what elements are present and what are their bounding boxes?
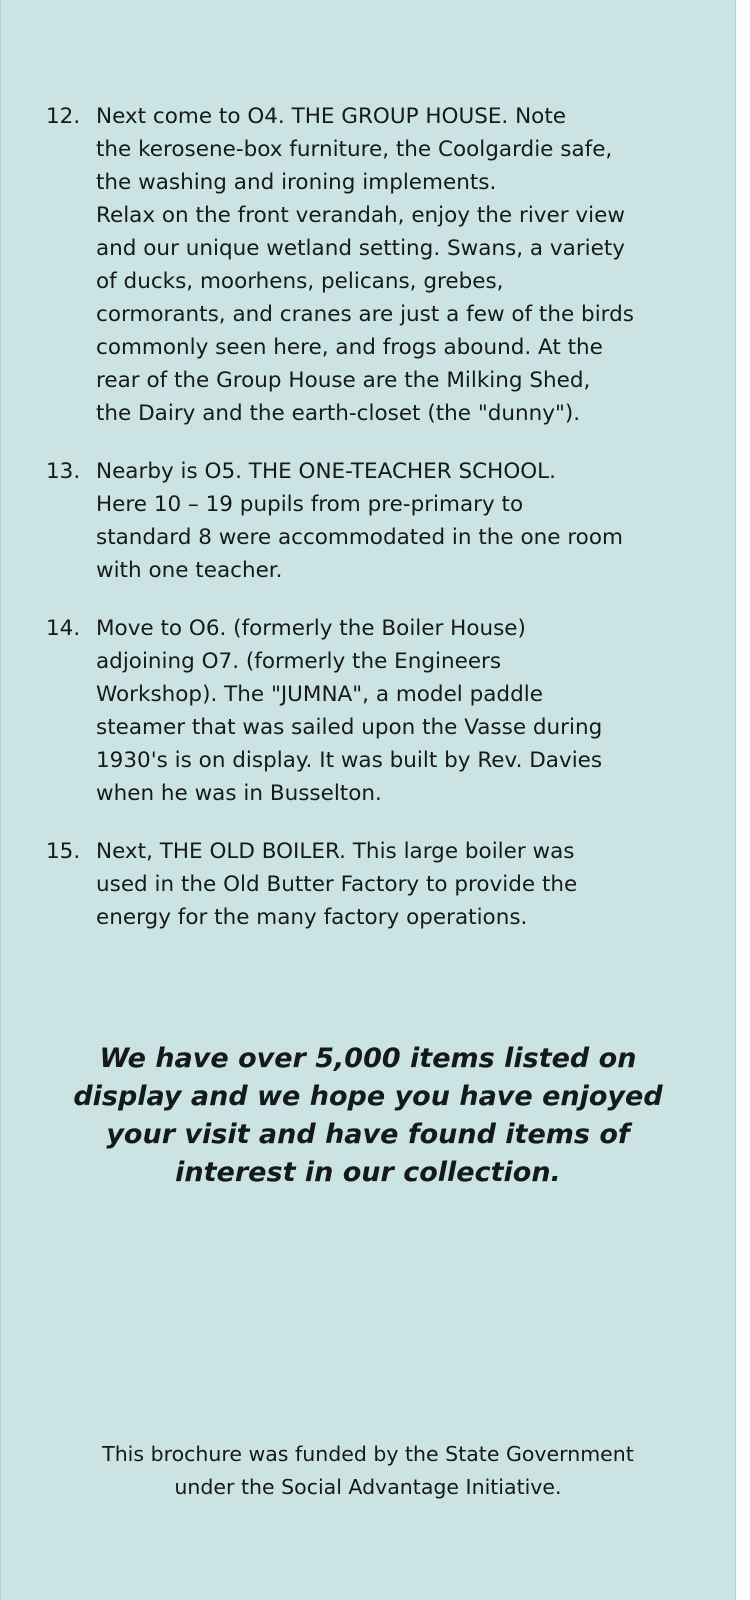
step-line: steamer that was sailed upon the Vasse during <box>96 715 603 740</box>
step-line: 1930's is on display. It was built by Rev. Davies <box>96 748 603 773</box>
step-line: Workshop). The "JUMNA", a model paddle <box>96 682 543 707</box>
step-line: cormorants, and cranes are just a few of the birds <box>96 302 634 327</box>
funding-line: This brochure was funded by the State Government <box>102 1442 634 1466</box>
step-text <box>96 612 726 810</box>
step-text <box>96 835 726 934</box>
tour-step-15 <box>46 835 726 934</box>
step-line: used in the Old Butter Factory to provide the <box>96 872 578 897</box>
tour-step-12 <box>46 100 726 430</box>
step-line: the washing and ironing implements. <box>96 170 497 195</box>
step-number: 14. <box>46 616 81 641</box>
step-line: rear of the Group House are the Milking Shed, <box>96 368 591 393</box>
step-line: commonly seen here, and frogs abound. At the <box>96 335 603 360</box>
tour-step-14 <box>46 612 726 810</box>
step-line: the Dairy and the earth-closet (the "dunny"). <box>96 401 581 426</box>
funding-note <box>0 1438 736 1504</box>
funding-line: under the Social Advantage Initiative. <box>174 1475 562 1499</box>
closing-line: your visit and have found items of <box>106 1119 630 1150</box>
step-line: Relax on the front verandah, enjoy the river view <box>96 203 625 228</box>
step-line: energy for the many factory operations. <box>96 905 528 930</box>
closing-line: We have over 5,000 items listed on <box>99 1043 637 1074</box>
step-text <box>96 100 726 430</box>
step-line: when he was in Busselton. <box>96 781 382 806</box>
step-line: Next come to O4. THE GROUP HOUSE. Note <box>96 104 566 129</box>
step-line: of ducks, moorhens, pelicans, grebes, <box>96 269 504 294</box>
step-number: 12. <box>46 104 81 129</box>
step-line: Nearby is O5. THE ONE-TEACHER SCHOOL. <box>96 459 556 484</box>
step-number: 13. <box>46 459 81 484</box>
step-line: the kerosene-box furniture, the Coolgardie safe, <box>96 137 613 162</box>
tour-steps-list <box>46 100 726 959</box>
step-number: 15. <box>46 839 81 864</box>
step-text <box>96 455 726 587</box>
step-line: standard 8 were accommodated in the one room <box>96 525 623 550</box>
step-line: and our unique wetland setting. Swans, a variety <box>96 236 626 261</box>
step-line: adjoining O7. (formerly the Engineers <box>96 649 502 674</box>
closing-line: display and we hope you have enjoyed <box>73 1081 663 1112</box>
step-line: with one teacher. <box>96 558 283 583</box>
tour-step-13 <box>46 455 726 587</box>
step-line: Next, THE OLD BOILER. This large boiler was <box>96 839 575 864</box>
step-line: Here 10 – 19 pupils from pre-primary to <box>96 492 524 517</box>
closing-message <box>0 1040 736 1192</box>
step-line: Move to O6. (formerly the Boiler House) <box>96 616 526 641</box>
closing-line: interest in our collection. <box>175 1157 561 1188</box>
